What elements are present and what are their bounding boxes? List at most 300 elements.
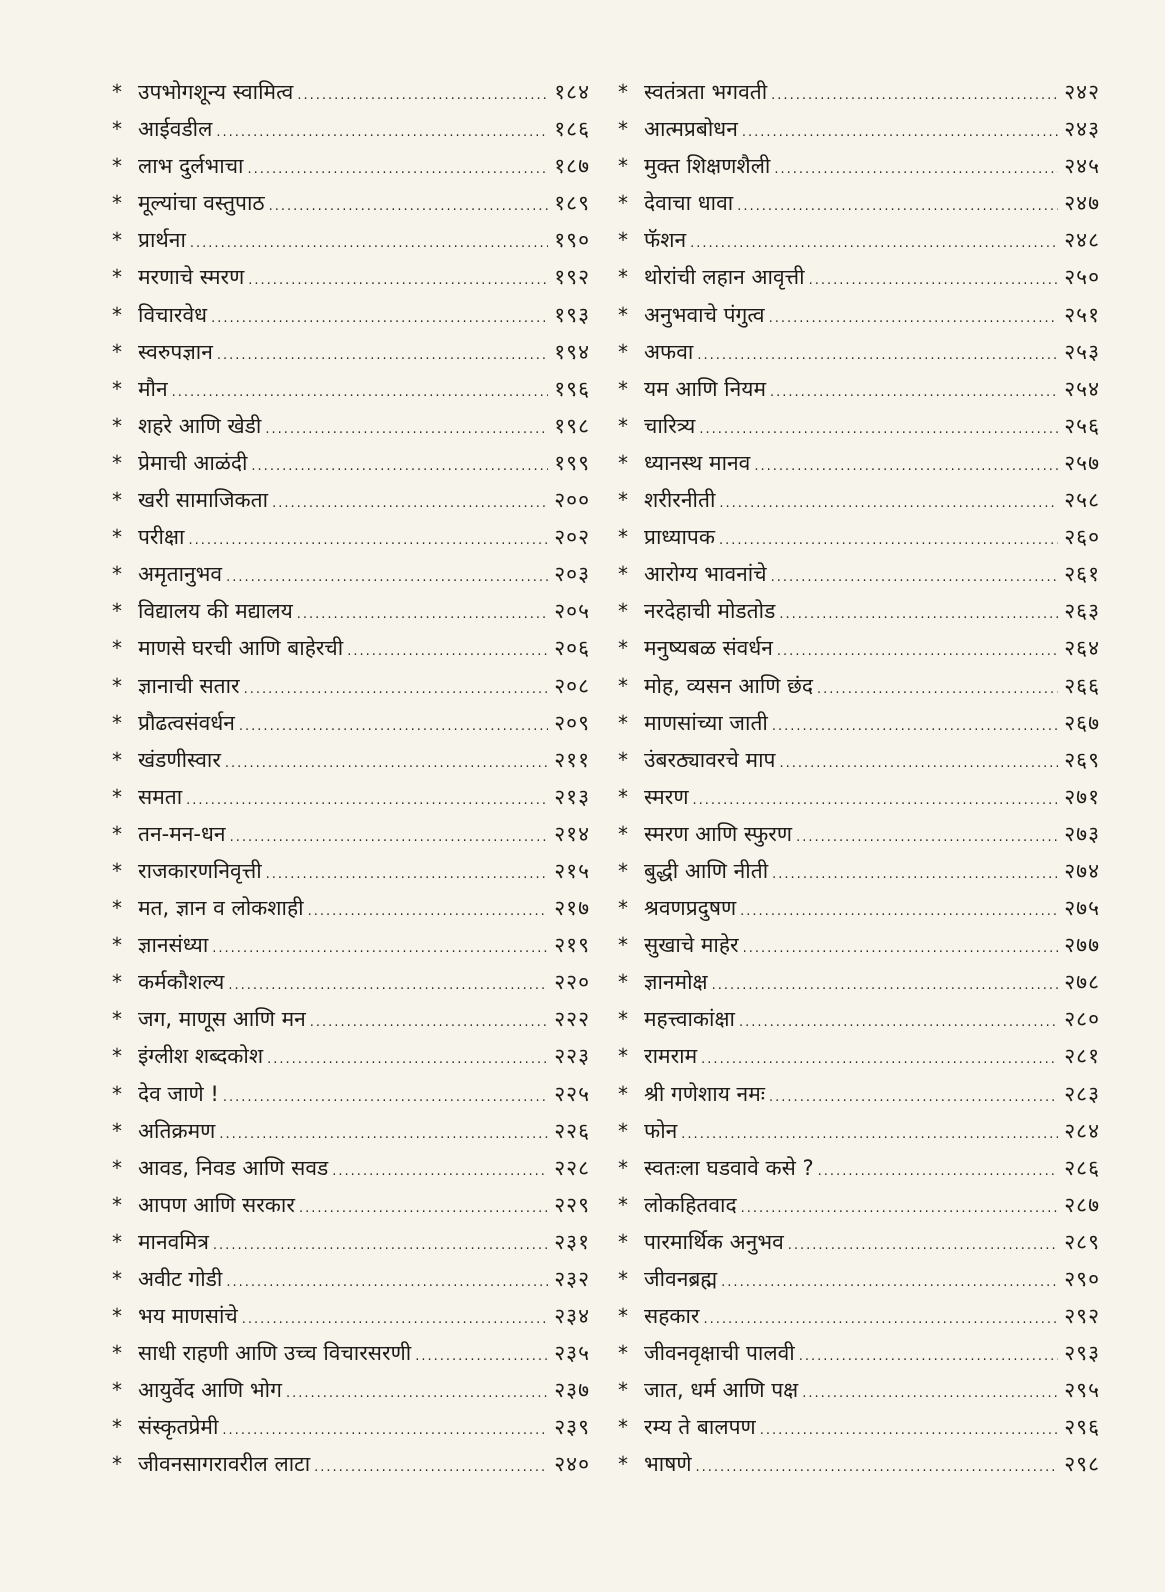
toc-entry-page-number: २५८: [1064, 488, 1100, 513]
toc-entry: [618, 482, 1100, 519]
bullet-asterisk-icon: *: [112, 1081, 122, 1106]
toc-entry-title: शहरे आणि खेडी: [138, 413, 262, 438]
dot-leader: [212, 930, 548, 967]
toc-entry-title: जीवनसागरावरील लाटा: [138, 1452, 311, 1477]
dot-leader: [299, 1190, 548, 1227]
toc-entry: [618, 853, 1100, 890]
bullet-asterisk-icon: *: [618, 1304, 628, 1329]
dot-leader: [721, 1264, 1058, 1301]
bullet-asterisk-icon: *: [112, 1007, 122, 1032]
toc-entry-title: फोन: [644, 1118, 678, 1143]
toc-entry-title: महत्त्वाकांक्षा: [644, 1007, 735, 1032]
bullet-asterisk-icon: *: [618, 896, 628, 921]
toc-entry: [618, 371, 1100, 408]
toc-entry: [618, 111, 1100, 148]
toc-entry-page-number: २५४: [1064, 376, 1100, 401]
toc-entry-page-number: २७४: [1064, 858, 1100, 883]
dot-leader: [741, 1190, 1059, 1227]
toc-entry: [618, 1298, 1100, 1335]
bullet-asterisk-icon: *: [112, 1192, 122, 1217]
toc-entry-title: आत्मप्रबोधन: [644, 117, 738, 142]
bullet-asterisk-icon: *: [618, 784, 628, 809]
toc-entry: [112, 408, 590, 445]
dot-leader: [308, 893, 549, 930]
toc-entry-title: आईवडील: [138, 117, 213, 142]
toc-entry-page-number: २४०: [554, 1452, 590, 1477]
toc-entry-page-number: १९३: [554, 302, 590, 327]
toc-entry: [618, 890, 1100, 927]
dot-leader: [266, 856, 549, 893]
toc-entry-title: ज्ञानाची सतार: [138, 673, 240, 698]
bullet-asterisk-icon: *: [618, 673, 628, 698]
toc-entry-page-number: २०२: [554, 525, 590, 550]
toc-entry-title: आरोग्य भावनांचे: [644, 562, 767, 587]
dot-leader: [769, 300, 1059, 337]
toc-entry-title: मरणाचे स्मरण: [138, 265, 245, 290]
toc-entry-page-number: २३९: [554, 1415, 590, 1440]
toc-entry: [112, 556, 590, 593]
toc-entry: [112, 890, 590, 927]
toc-entry: [618, 148, 1100, 185]
toc-entry: [618, 185, 1100, 222]
dot-leader: [248, 262, 548, 299]
toc-entry: [112, 1372, 590, 1409]
toc-entry-page-number: २१९: [554, 933, 590, 958]
bullet-asterisk-icon: *: [112, 599, 122, 624]
dot-leader: [719, 485, 1058, 522]
toc-entry-page-number: २९०: [1064, 1267, 1100, 1291]
toc-entry-title: कर्मकौशल्य: [138, 970, 225, 995]
toc-entry: [112, 519, 590, 556]
bullet-asterisk-icon: *: [618, 450, 628, 475]
toc-entry: [618, 1335, 1100, 1372]
bullet-asterisk-icon: *: [112, 117, 122, 142]
dot-leader: [269, 188, 549, 225]
toc-entry: [112, 1038, 590, 1075]
bullet-asterisk-icon: *: [618, 1341, 628, 1366]
bullet-asterisk-icon: *: [112, 1267, 122, 1291]
toc-entry: [112, 927, 590, 964]
bullet-asterisk-icon: *: [112, 154, 122, 179]
toc-entry-page-number: २४७: [1064, 191, 1100, 216]
bullet-asterisk-icon: *: [618, 1415, 628, 1440]
dot-leader: [701, 1041, 1058, 1078]
dot-leader: [310, 1004, 548, 1041]
toc-entry-page-number: २०३: [554, 562, 590, 587]
toc-entry-page-number: १९०: [554, 228, 590, 253]
toc-entry-title: श्रवणप्रदुषण: [644, 896, 737, 921]
toc-entry: [112, 297, 590, 334]
toc-entry-page-number: २९३: [1064, 1341, 1100, 1366]
bullet-asterisk-icon: *: [618, 1155, 628, 1180]
toc-entry-title: मत, ज्ञान व लोकशाही: [138, 896, 304, 921]
toc-entry-title: अतिक्रमण: [138, 1118, 216, 1143]
bullet-asterisk-icon: *: [112, 747, 122, 772]
dot-leader: [172, 374, 549, 411]
toc-entry: [618, 630, 1100, 667]
toc-entry-title: माणसांच्या जाती: [644, 710, 768, 735]
toc-entry-title: सहकार: [644, 1304, 700, 1329]
dot-leader: [817, 671, 1058, 708]
bullet-asterisk-icon: *: [112, 228, 122, 253]
bullet-asterisk-icon: *: [618, 1452, 628, 1477]
toc-entry-page-number: १९९: [554, 450, 590, 475]
toc-entry-title: मोह, व्यसन आणि छंद: [644, 673, 814, 698]
toc-entry-page-number: २३२: [554, 1267, 590, 1291]
toc-entry-page-number: २७८: [1064, 970, 1100, 995]
toc-entry-page-number: २१३: [554, 784, 590, 809]
bullet-asterisk-icon: *: [112, 710, 122, 735]
toc-entry-title: अफवा: [644, 339, 694, 364]
bullet-asterisk-icon: *: [618, 339, 628, 364]
toc-entry-page-number: २७७: [1064, 933, 1100, 958]
dot-leader: [772, 708, 1058, 745]
dot-leader: [719, 522, 1058, 559]
bullet-asterisk-icon: *: [112, 1229, 122, 1254]
toc-entry-page-number: २००: [554, 488, 590, 513]
toc-entry-title: मौन: [138, 376, 168, 401]
toc-entry-page-number: २३१: [554, 1229, 590, 1254]
bullet-asterisk-icon: *: [112, 302, 122, 327]
bullet-asterisk-icon: *: [618, 1118, 628, 1143]
bullet-asterisk-icon: *: [618, 154, 628, 179]
toc-entry: [112, 742, 590, 779]
toc-entry-page-number: २८४: [1064, 1118, 1100, 1143]
dot-leader: [332, 1153, 548, 1190]
toc-entry: [112, 816, 590, 853]
dot-leader: [743, 930, 1059, 967]
toc-entry-title: मुक्त शिक्षणशैली: [644, 154, 771, 179]
bullet-asterisk-icon: *: [618, 933, 628, 958]
dot-leader: [770, 374, 1058, 411]
bullet-asterisk-icon: *: [112, 525, 122, 550]
dot-leader: [779, 596, 1058, 633]
toc-entry-title: मानवमित्र: [138, 1229, 209, 1254]
bullet-asterisk-icon: *: [618, 228, 628, 253]
dot-leader: [788, 1227, 1058, 1264]
toc-entry-page-number: २८१: [1064, 1044, 1100, 1069]
toc-entry-page-number: २३७: [554, 1378, 590, 1403]
dot-leader: [693, 782, 1059, 819]
bullet-asterisk-icon: *: [112, 191, 122, 216]
dot-leader: [696, 1449, 1059, 1486]
toc-entry-page-number: २६४: [1064, 636, 1100, 661]
toc-entry: [618, 1113, 1100, 1150]
toc-entry: [112, 1113, 590, 1150]
dot-leader: [267, 1041, 548, 1078]
bullet-asterisk-icon: *: [618, 525, 628, 550]
toc-entry-page-number: २४३: [1064, 117, 1100, 142]
dot-leader: [742, 114, 1058, 151]
toc-entry: [112, 1335, 590, 1372]
dot-leader: [297, 596, 548, 633]
toc-entry-page-number: २६६: [1064, 673, 1100, 698]
toc-entry: [112, 1001, 590, 1038]
dot-leader: [226, 559, 548, 596]
toc-entry-title: जीवनवृक्षाची पालवी: [644, 1341, 795, 1366]
toc-entry: [112, 222, 590, 259]
dot-leader: [740, 893, 1058, 930]
toc-entry: [618, 1261, 1100, 1298]
toc-entry: [618, 259, 1100, 296]
bullet-asterisk-icon: *: [618, 1267, 628, 1291]
bullet-asterisk-icon: *: [618, 302, 628, 327]
toc-entry-title: राजकारणनिवृत्ती: [138, 858, 262, 883]
toc-entry: [618, 74, 1100, 111]
bullet-asterisk-icon: *: [112, 673, 122, 698]
toc-entry: [618, 1446, 1100, 1483]
dot-leader: [222, 1412, 548, 1449]
toc-entry-page-number: २५६: [1064, 413, 1100, 438]
toc-entry: [112, 445, 590, 482]
dot-leader: [297, 77, 548, 114]
toc-entry-title: भाषणे: [644, 1452, 692, 1477]
toc-entry-page-number: २५७: [1064, 450, 1100, 475]
toc-entry-page-number: २९२: [1064, 1304, 1100, 1329]
dot-leader: [739, 1004, 1058, 1041]
toc-entry-page-number: २८६: [1064, 1155, 1100, 1180]
toc-entry-page-number: २४२: [1064, 80, 1100, 104]
dot-leader: [771, 77, 1058, 114]
toc-entry: [112, 111, 590, 148]
toc-entry-page-number: २६३: [1064, 599, 1100, 624]
toc-entry-page-number: २४८: [1064, 228, 1100, 253]
toc-entry-page-number: १९८: [554, 413, 590, 438]
bullet-asterisk-icon: *: [618, 1007, 628, 1032]
bullet-asterisk-icon: *: [112, 265, 122, 290]
dot-leader: [272, 485, 548, 522]
bullet-asterisk-icon: *: [618, 710, 628, 735]
dot-leader: [190, 225, 548, 262]
toc-entry-title: बुद्धी आणि नीती: [644, 858, 769, 883]
dot-leader: [712, 967, 1059, 1004]
toc-entry: [618, 519, 1100, 556]
dot-leader: [681, 1116, 1058, 1153]
toc-entry-title: जग, माणूस आणि मन: [138, 1007, 306, 1032]
dot-leader: [244, 671, 549, 708]
toc-entry: [618, 705, 1100, 742]
toc-entry-page-number: २७१: [1064, 784, 1100, 809]
toc-entry: [112, 779, 590, 816]
toc-entry: [618, 1076, 1100, 1113]
toc-entry-title: ध्यानस्थ मानव: [644, 450, 751, 475]
toc-entry-title: अवीट गोडी: [138, 1267, 223, 1291]
toc-entry-page-number: १९२: [554, 265, 590, 290]
toc-entry-page-number: १९६: [554, 376, 590, 401]
toc-entry-title: उपभोगशून्य स्वामित्व: [138, 80, 294, 104]
toc-entry-page-number: २२८: [554, 1155, 590, 1180]
bullet-asterisk-icon: *: [112, 562, 122, 587]
toc-entry-page-number: २३५: [554, 1341, 590, 1366]
bullet-asterisk-icon: *: [618, 1081, 628, 1106]
toc-entry: [112, 1409, 590, 1446]
toc-entry-title: रम्य ते बालपण: [644, 1415, 756, 1440]
bullet-asterisk-icon: *: [112, 339, 122, 364]
dot-leader: [697, 337, 1058, 374]
toc-entry-title: यम आणि नियम: [644, 376, 767, 401]
toc-entry: [618, 1409, 1100, 1446]
toc-entry-page-number: २६१: [1064, 562, 1100, 587]
dot-leader: [247, 151, 548, 188]
toc-entry: [112, 630, 590, 667]
toc-entry-page-number: २१५: [554, 858, 590, 883]
bullet-asterisk-icon: *: [618, 747, 628, 772]
toc-entry: [112, 1076, 590, 1113]
toc-entry-title: लोकहितवाद: [644, 1192, 737, 1217]
toc-entry-title: तन-मन-धन: [138, 821, 226, 846]
toc-entry-title: देव जाणे !: [138, 1081, 219, 1106]
toc-entry: [618, 927, 1100, 964]
toc-entry-page-number: २८०: [1064, 1007, 1100, 1032]
toc-entry-page-number: २२९: [554, 1192, 590, 1217]
toc-entry-page-number: २०९: [554, 710, 590, 735]
toc-entry-page-number: २८७: [1064, 1192, 1100, 1217]
bullet-asterisk-icon: *: [618, 970, 628, 995]
toc-entry: [112, 1187, 590, 1224]
bullet-asterisk-icon: *: [112, 896, 122, 921]
dot-leader: [818, 1153, 1059, 1190]
toc-entry-title: आयुर्वेद आणि भोग: [138, 1378, 282, 1403]
toc-entry: [618, 1224, 1100, 1261]
bullet-asterisk-icon: *: [618, 636, 628, 661]
toc-entry: [112, 964, 590, 1001]
dot-leader: [286, 1375, 548, 1412]
bullet-asterisk-icon: *: [618, 1229, 628, 1254]
dot-leader: [802, 1375, 1058, 1412]
toc-column-left: [112, 74, 590, 1484]
toc-entry-title: रामराम: [644, 1044, 698, 1069]
toc-entry: [618, 593, 1100, 630]
toc-entry-title: आवड, निवड आणि सवड: [138, 1155, 329, 1180]
toc-entry-title: अमृतानुभव: [138, 562, 223, 587]
dot-leader: [230, 819, 549, 856]
bullet-asterisk-icon: *: [618, 191, 628, 216]
toc-entry: [618, 334, 1100, 371]
toc-entry: [112, 1224, 590, 1261]
toc-entry: [618, 816, 1100, 853]
toc-entry-title: स्वतंत्रता भगवती: [644, 80, 768, 104]
bullet-asterisk-icon: *: [112, 1415, 122, 1440]
dot-leader: [772, 856, 1058, 893]
toc-entry-title: जात, धर्म आणि पक्ष: [644, 1378, 799, 1403]
toc-entry: [112, 668, 590, 705]
toc-entry-title: लाभ दुर्लभाचा: [138, 154, 244, 179]
toc-entry-title: विचारवेध: [138, 302, 208, 327]
bullet-asterisk-icon: *: [618, 821, 628, 846]
dot-leader: [228, 967, 548, 1004]
bullet-asterisk-icon: *: [618, 1044, 628, 1069]
toc-entry: [112, 371, 590, 408]
toc-entry-page-number: २०५: [554, 599, 590, 624]
toc-entry-title: ज्ञानसंध्या: [138, 933, 209, 958]
bullet-asterisk-icon: *: [618, 858, 628, 883]
toc-entry-title: खंडणीस्वार: [138, 747, 221, 772]
toc-entry: [618, 964, 1100, 1001]
toc-entry-title: प्रेमाची आळंदी: [138, 450, 248, 475]
dot-leader: [188, 522, 548, 559]
toc-entry-title: इंग्लीश शब्दकोश: [138, 1044, 264, 1069]
bullet-asterisk-icon: *: [112, 821, 122, 846]
dot-leader: [779, 745, 1058, 782]
bullet-asterisk-icon: *: [112, 1044, 122, 1069]
toc-entry-title: विद्यालय की मद्यालय: [138, 599, 293, 624]
toc-entry-title: अनुभवाचे पंगुत्व: [644, 302, 765, 327]
toc-entry: [112, 853, 590, 890]
toc-entry-title: प्रार्थना: [138, 228, 186, 253]
toc-entry-title: सुखाचे माहेर: [644, 933, 739, 958]
bullet-asterisk-icon: *: [618, 376, 628, 401]
bullet-asterisk-icon: *: [112, 1118, 122, 1143]
bullet-asterisk-icon: *: [112, 80, 122, 104]
bullet-asterisk-icon: *: [618, 562, 628, 587]
toc-entry-title: खरी सामाजिकता: [138, 488, 269, 513]
dot-leader: [223, 1079, 548, 1116]
dot-leader: [186, 782, 548, 819]
dot-leader: [799, 1338, 1059, 1375]
toc-entry-title: मनुष्यबळ संवर्धन: [644, 636, 773, 661]
toc-entry-page-number: १८९: [554, 191, 590, 216]
toc-entry-title: साधी राहणी आणि उच्च विचारसरणी: [138, 1341, 412, 1366]
toc-entry-title: जीवनब्रह्म: [644, 1267, 718, 1291]
toc-entry: [112, 259, 590, 296]
toc-entry-title: संस्कृतप्रेमी: [138, 1415, 219, 1440]
toc-entry: [112, 185, 590, 222]
dot-leader: [704, 1301, 1059, 1338]
dot-leader: [769, 1079, 1058, 1116]
toc-entry-page-number: २५०: [1064, 265, 1100, 290]
bullet-asterisk-icon: *: [112, 1452, 122, 1477]
toc-entry-title: थोरांची लहान आवृत्ती: [644, 265, 805, 290]
bullet-asterisk-icon: *: [112, 636, 122, 661]
toc-entry-page-number: २७३: [1064, 821, 1100, 846]
toc-entry: [112, 705, 590, 742]
dot-leader: [760, 1412, 1059, 1449]
toc-entry-page-number: १९४: [554, 339, 590, 364]
bullet-asterisk-icon: *: [112, 1304, 122, 1329]
toc-entry-title: फॅशन: [644, 228, 687, 253]
dot-leader: [777, 633, 1058, 670]
toc-entry-page-number: २११: [554, 747, 590, 772]
toc-entry-title: प्राध्यापक: [644, 525, 715, 550]
bullet-asterisk-icon: *: [618, 117, 628, 142]
bullet-asterisk-icon: *: [112, 450, 122, 475]
toc-entry-title: स्मरण: [644, 784, 689, 809]
dot-leader: [213, 1227, 548, 1264]
toc-entry-title: स्वरुपज्ञान: [138, 339, 213, 364]
bullet-asterisk-icon: *: [618, 488, 628, 513]
toc-entry: [112, 148, 590, 185]
toc-entry-title: पारमार्थिक अनुभव: [644, 1229, 784, 1254]
toc-entry: [618, 779, 1100, 816]
toc-entry-page-number: २७५: [1064, 896, 1100, 921]
toc-entry: [618, 297, 1100, 334]
toc-entry-page-number: २९६: [1064, 1415, 1100, 1440]
toc-entry: [618, 556, 1100, 593]
toc-entry: [112, 1150, 590, 1187]
toc-entry-title: आपण आणि सरकार: [138, 1192, 295, 1217]
dot-leader: [219, 1116, 548, 1153]
toc-entry-page-number: २६०: [1064, 525, 1100, 550]
toc-entry-page-number: २६७: [1064, 710, 1100, 735]
toc-entry-title: देवाचा धावा: [644, 191, 734, 216]
dot-leader: [242, 1301, 548, 1338]
toc-entry-title: भय माणसांचे: [138, 1304, 238, 1329]
toc-entry-page-number: २९८: [1064, 1452, 1100, 1477]
toc-entry: [618, 1001, 1100, 1038]
toc-entry-title: स्वतःला घडवावे कसे ?: [644, 1155, 814, 1180]
bullet-asterisk-icon: *: [112, 933, 122, 958]
dot-leader: [774, 151, 1058, 188]
